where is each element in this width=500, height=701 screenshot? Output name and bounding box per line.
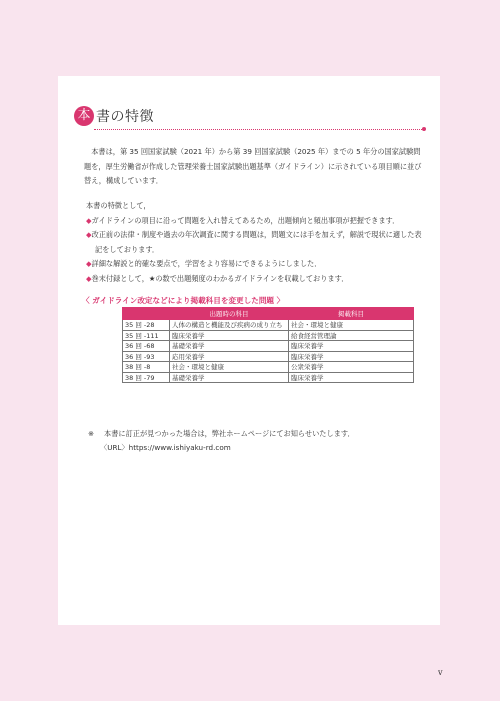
section-heading [74,106,154,126]
table-header-new-subject: 掲載科目 [289,308,414,320]
question-number: 35 回 -28 [123,320,170,331]
feature-text: 巻末付録として，★の数で出題頻度のわかるガイドラインを収載しております． [91,273,349,283]
note-text: 本書に訂正が見つかった場合は，弊社ホームページにてお知らせいたします． [104,429,355,438]
feature-item [86,257,426,272]
diamond-bullet-icon: ◆ [86,230,92,239]
diamond-bullet-icon: ◆ [86,259,92,268]
features-block [86,199,426,286]
feature-item [86,214,426,229]
page-number: v [438,668,443,677]
feature-item [86,228,426,257]
feature-text: 詳細な解説と的確な要点で，学習をより容易にできるようにしました． [91,259,322,268]
new-subject: 社会・環境と健康 [289,320,414,331]
url-link[interactable]: 〈URL〉https://www.ishiyaku-rd.com [100,443,231,452]
old-subject: 基礎栄養学 [170,372,289,383]
table-row [123,351,414,362]
table-header-blank [123,308,170,320]
heading-badge: 本 [74,106,94,126]
intro-text: 本書は，第 35 回国家試験（2021 年）から第 39 回国家試験（2025 年）までの 5 年分の国家試験問題を，厚生労働省が作成した管理栄養士国家試験出題基準（ガイドライン）に示されている項目順に並び替え，構成しています． [84,147,422,185]
table-row [123,372,414,383]
features-lead: 本書の特徴として， [86,201,151,210]
feature-item [86,272,426,287]
new-subject: 臨床栄養学 [289,341,414,352]
intro-paragraph [84,145,424,189]
table-header-row [123,308,414,320]
note-mark: ※ [88,429,95,438]
note-line [88,427,428,441]
diamond-bullet-icon: ◆ [86,273,92,283]
guideline-table [122,307,414,383]
heading-divider [94,129,424,130]
page [58,76,440,625]
question-number: 36 回 -93 [123,351,170,362]
feature-text: 改正前の法律・制度や過去の年次調査に関する問題は，問題文には手を加えず，解説で現状に適した表記をしております． [91,230,422,254]
guideline-table-title: 〈 ガイドライン改定などにより掲載科目を変更した問題 〉 [82,296,285,305]
old-subject: 人体の構造と機能及び疾病の成り立ち [170,320,289,331]
old-subject: 応用栄養学 [170,351,289,362]
question-number: 38 回 -8 [123,362,170,373]
table-row [123,362,414,373]
diamond-bullet-icon: ◆ [86,215,92,225]
old-subject: 社会・環境と健康 [170,362,289,373]
table-row [123,341,414,352]
new-subject: 臨床栄養学 [289,372,414,383]
question-number: 35 回 -111 [123,330,170,341]
heading-title: 書の特徴 [96,109,154,125]
correction-note [88,427,428,455]
old-subject: 基礎栄養学 [170,341,289,352]
feature-text: ガイドラインの項目に沿って問題を入れ替えてあるため，出題傾向と頻出事項が把握できます． [91,215,400,225]
table-row [123,330,414,341]
question-number: 38 回 -79 [123,372,170,383]
new-subject: 臨床栄養学 [289,351,414,362]
question-number: 36 回 -68 [123,341,170,352]
table-header-old-subject: 出題時の科目 [170,308,289,320]
heading-divider-dot [422,127,426,131]
old-subject: 臨床栄養学 [170,330,289,341]
table-row [123,320,414,331]
new-subject: 給食経営管理論 [289,330,414,341]
new-subject: 公衆栄養学 [289,362,414,373]
